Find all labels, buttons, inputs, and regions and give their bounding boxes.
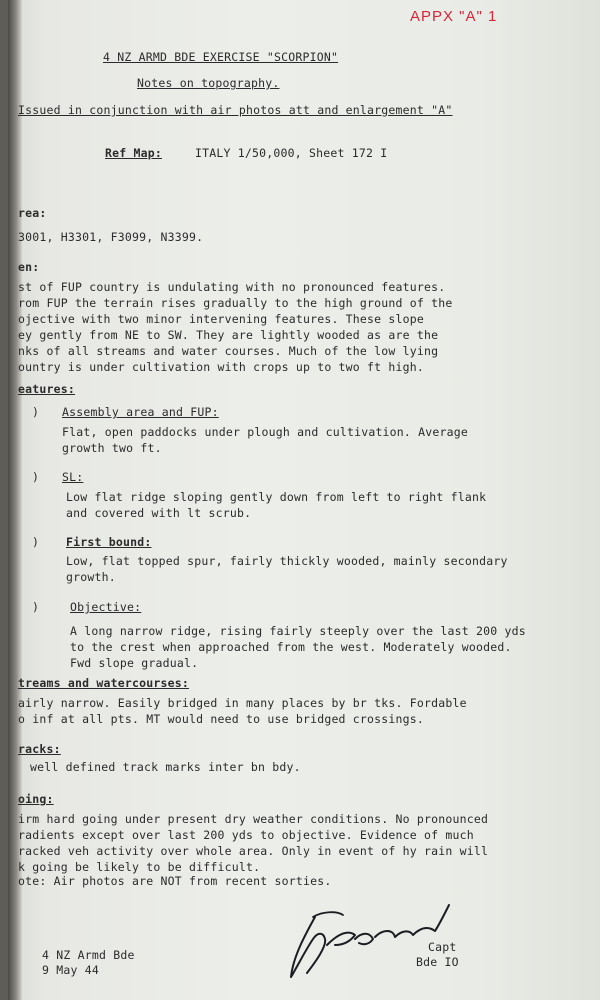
streams-heading: treams and watercourses: <box>18 676 189 690</box>
feature-heading-objective: Objective: <box>70 600 142 614</box>
feature-line: growth. <box>66 570 116 584</box>
feature-line: A long narrow ridge, rising fairly steeply over the last 200 yds <box>70 624 526 638</box>
document-title: 4 NZ ARMD BDE EXERCISE "SCORPION" <box>103 50 339 64</box>
feature-heading-assembly: Assembly area and FUP: <box>62 405 219 419</box>
feature-number: ) <box>32 600 40 614</box>
appendix-annotation: APPX "A" 1 <box>410 8 498 25</box>
general-line: ojective with two minor intervening features. These slope <box>18 312 425 326</box>
going-line: radients except over last 200 yds to objective. Evidence of much <box>18 828 474 842</box>
ref-map-value: ITALY 1/50,000, Sheet 172 I <box>195 146 388 160</box>
footer-unit: 4 NZ Armd Bde <box>42 948 135 962</box>
feature-line: to the crest when approached from the west. Moderately wooded. <box>70 640 512 654</box>
feature-number: ) <box>32 535 40 549</box>
feature-line: and covered with lt scrub. <box>66 506 252 520</box>
going-heading: oing: <box>18 792 54 806</box>
tracks-heading: racks: <box>18 742 61 756</box>
going-line: racked veh activity over whole area. Only in event of hy rain will <box>18 844 489 858</box>
general-line: rom FUP the terrain rises gradually to the high ground of the <box>18 296 453 310</box>
document-page <box>8 0 600 1000</box>
feature-line: growth two ft. <box>62 441 162 455</box>
general-line: ey gently from NE to SW. They are lightly wooded as are the <box>18 328 439 342</box>
document-subtitle: Notes on topography. <box>137 76 280 90</box>
tracks-line: well defined track marks inter bn bdy. <box>30 760 301 774</box>
area-text: 3001, H3301, F3099, N3399. <box>18 230 204 244</box>
feature-line: Low, flat topped spur, fairly thickly wooded, mainly secondary <box>66 554 508 568</box>
going-line: irm hard going under present dry weather conditions. No pronounced <box>18 812 489 826</box>
going-line: k going be likely to be difficult. <box>18 860 261 874</box>
footer-date: 9 May 44 <box>42 963 99 977</box>
feature-heading-first-bound: First bound: <box>66 535 152 549</box>
feature-heading-sl: SL: <box>62 470 84 484</box>
feature-number: ) <box>32 470 40 484</box>
note-text: ote: Air photos are NOT from recent sorties. <box>18 874 332 888</box>
general-heading: en: <box>18 260 40 274</box>
streams-line: o inf at all pts. MT would need to use bridged crossings. <box>18 712 425 726</box>
streams-line: airly narrow. Easily bridged in many places by br tks. Fordable <box>18 696 467 710</box>
feature-line: Fwd slope gradual. <box>70 656 199 670</box>
features-heading: eatures: <box>18 382 75 396</box>
signature-role: Bde IO <box>416 955 459 969</box>
general-line: st of FUP country is undulating with no pronounced features. <box>18 280 446 294</box>
area-heading: rea: <box>18 206 47 220</box>
general-line: nks of all streams and water courses. Much of the low lying <box>18 344 439 358</box>
feature-line: Flat, open paddocks under plough and cultivation. Average <box>62 425 469 439</box>
general-line: ountry is under cultivation with crops up to two ft high. <box>18 360 425 374</box>
signature-rank: Capt <box>428 940 457 954</box>
feature-line: Low flat ridge sloping gently down from left to right flank <box>66 490 487 504</box>
ref-map-label: Ref Map: <box>105 146 162 160</box>
issued-note: Issued in conjunction with air photos att and enlargement "A" <box>18 103 453 117</box>
feature-number: ) <box>32 405 40 419</box>
